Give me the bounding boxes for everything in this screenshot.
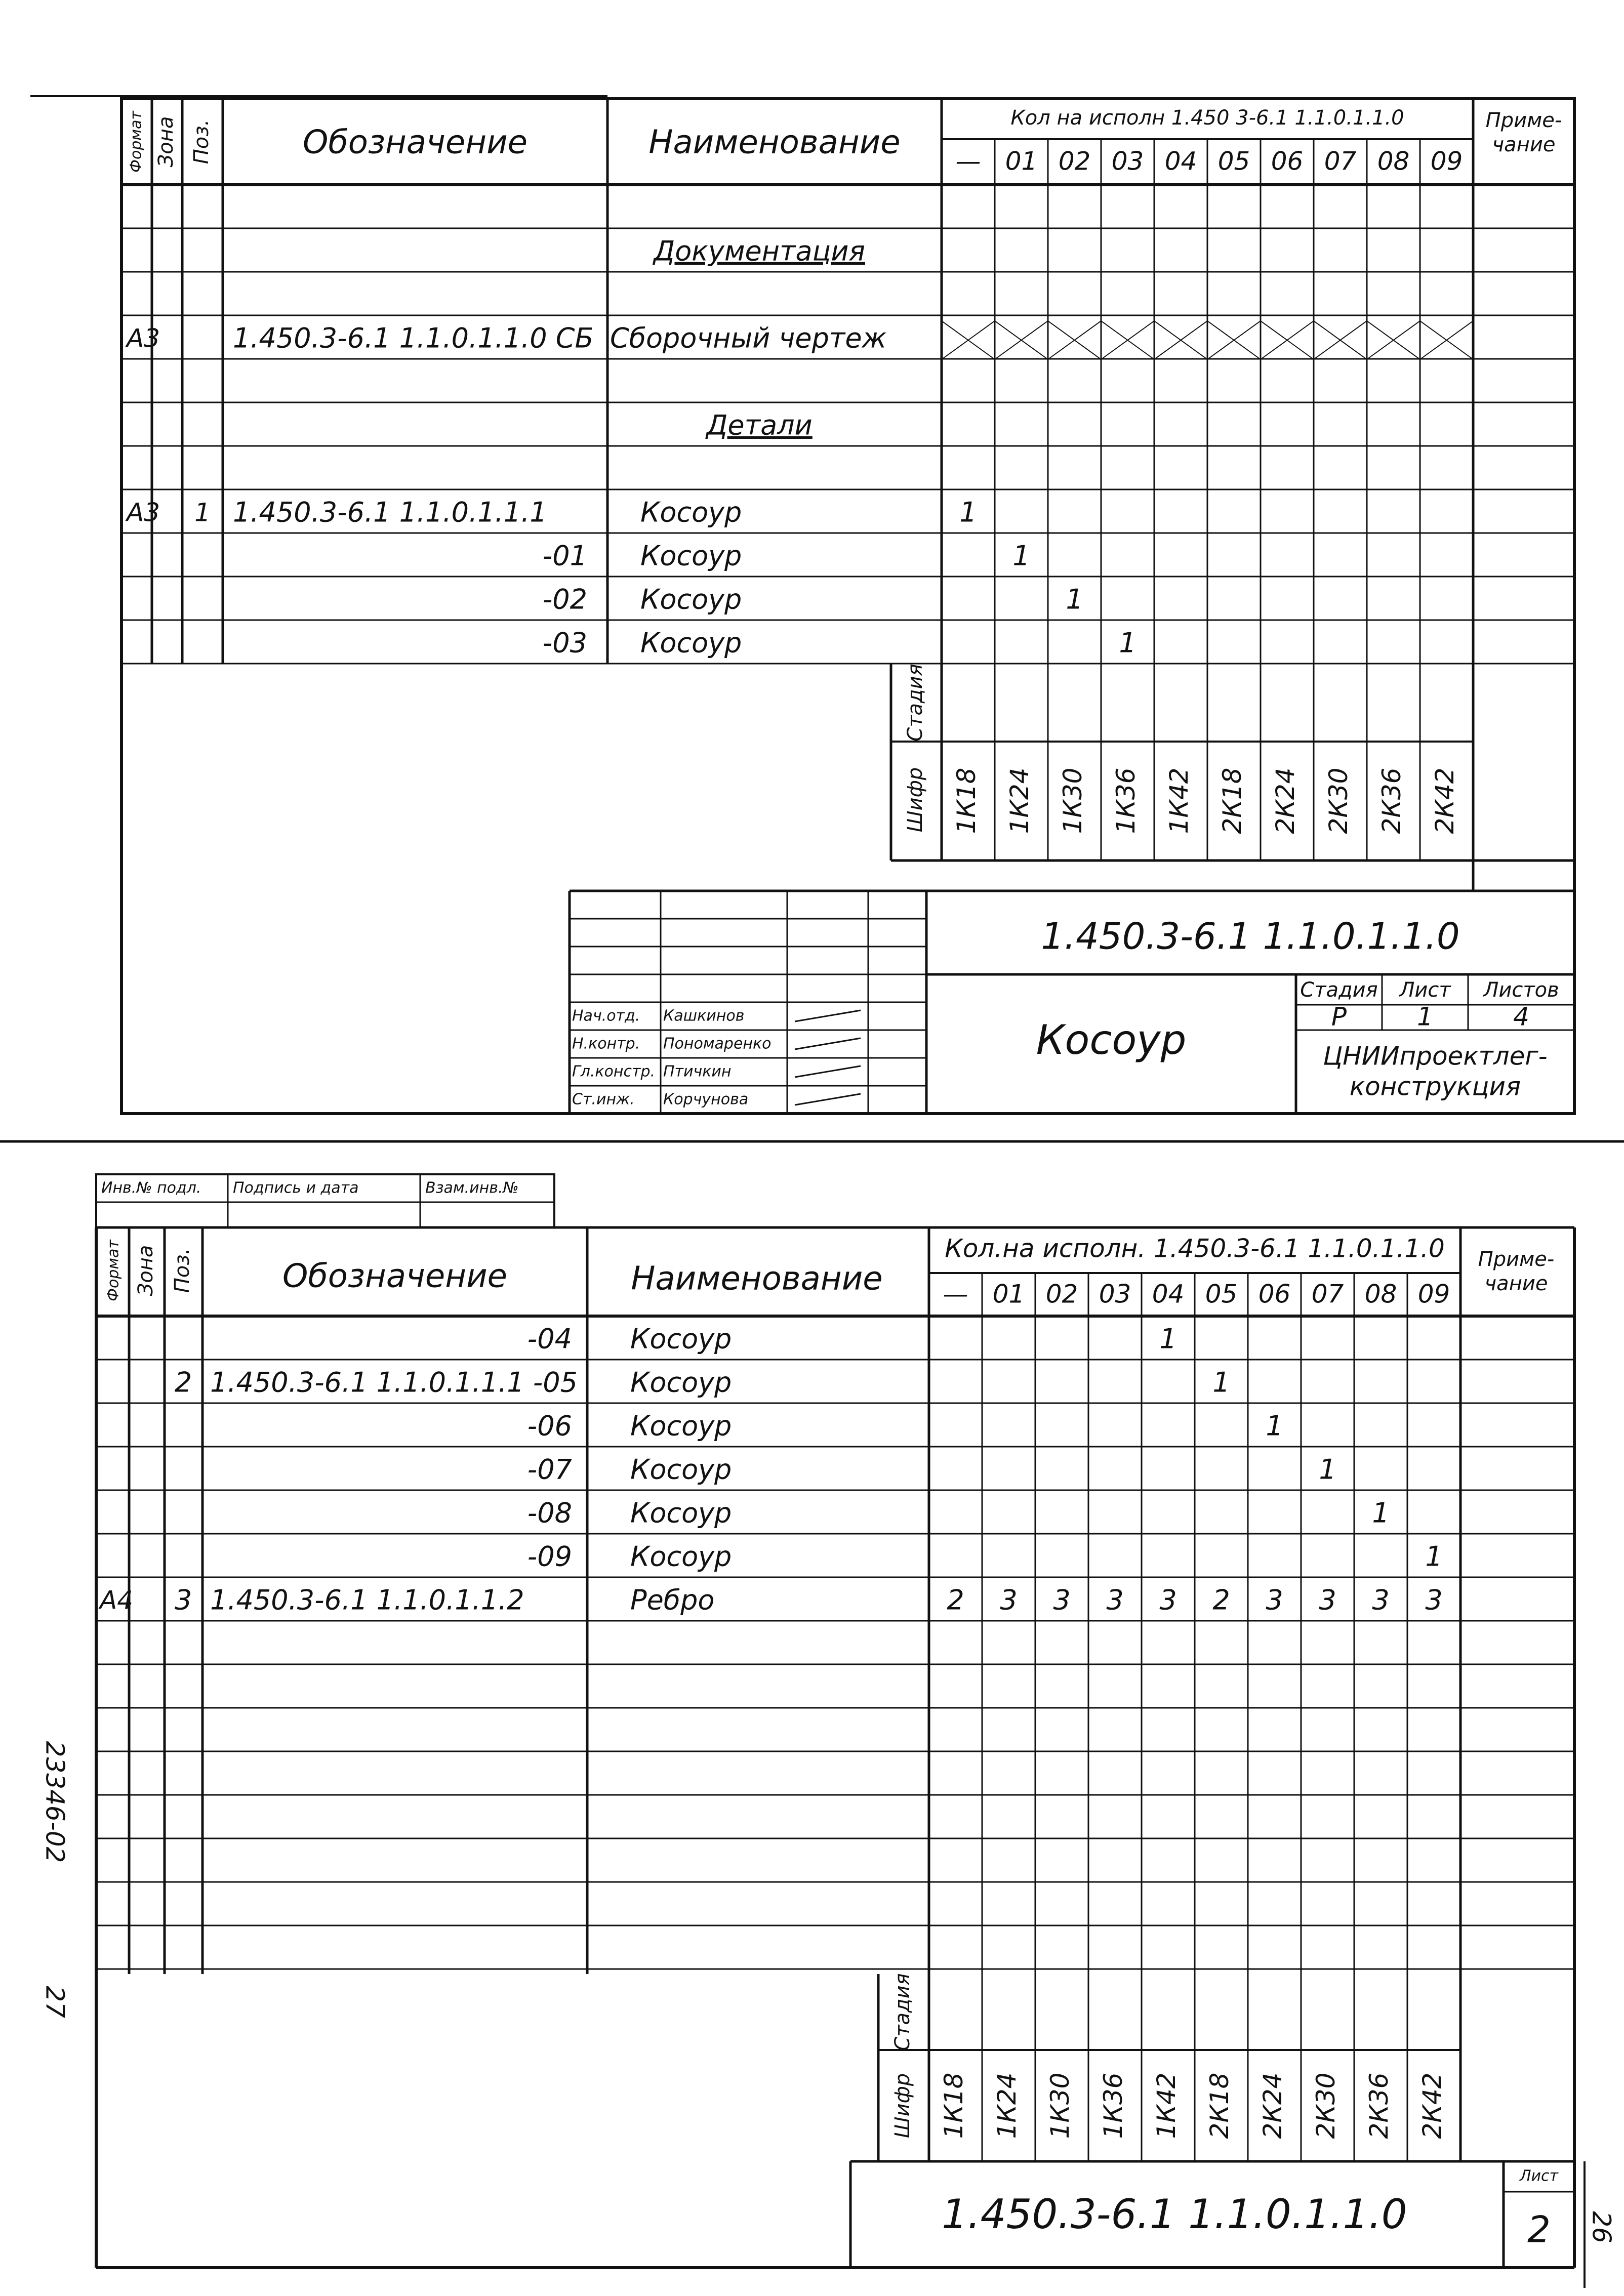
cipher-code: 1К24 (992, 2072, 1022, 2139)
note-header: чание (1484, 1272, 1548, 1295)
zone-header: Зона (154, 116, 178, 168)
cipher-code: 2К24 (1258, 2072, 1287, 2139)
exec-col-header: 06 (1271, 146, 1304, 176)
cipher-code: 2К42 (1430, 767, 1459, 834)
stage-hdr: Стадия (1300, 978, 1378, 1002)
qty-cell: 1 (1212, 1366, 1230, 1399)
note-header: чание (1492, 133, 1556, 156)
name-header: Наименование (648, 124, 901, 161)
signer-name: Кашкинов (663, 1007, 745, 1025)
qty-cell: 3 (1000, 1584, 1018, 1616)
exec-col-header: 01 (992, 1279, 1025, 1309)
qty-cell: 3 (1106, 1584, 1124, 1616)
cipher-code: 1К30 (1045, 2072, 1075, 2139)
cipher-code: 2К30 (1311, 2072, 1341, 2139)
qty-cell: 3 (1266, 1584, 1283, 1616)
row-designation: -01 (542, 540, 587, 572)
stage-label: Стадия (891, 1973, 914, 2051)
qty-cell: 1 (959, 496, 977, 528)
table-text-layer (40, 106, 1616, 2251)
archive-header-inv: Инв.№ подл. (101, 1179, 201, 1197)
exec-col-header: 05 (1205, 1279, 1238, 1309)
qty-cell: 1 (1119, 627, 1136, 659)
cipher-code: 2К30 (1324, 767, 1353, 834)
drawing-title: Косоур (1036, 1016, 1187, 1063)
designation-header: Обозначение (302, 124, 528, 161)
row-name: Ребро (630, 1584, 715, 1616)
exec-col-header: 02 (1058, 146, 1091, 176)
cipher-code: 1К30 (1058, 767, 1087, 834)
row-name: Косоур (630, 1453, 732, 1486)
signer-role: Гл.констр. (572, 1062, 656, 1081)
cipher-label: Шифр (891, 2073, 914, 2139)
cipher-code: 1К18 (939, 2072, 968, 2139)
row-name: Косоур (640, 496, 742, 528)
format-header: Формат (104, 1240, 123, 1301)
row-designation: -06 (527, 1410, 572, 1442)
doc-number: 1.450.3-6.1 1.1.0.1.1.0 (1041, 915, 1460, 958)
exec-col-header: 06 (1258, 1279, 1291, 1309)
signature-mark (795, 1094, 861, 1105)
qty-cell: 3 (1372, 1584, 1390, 1616)
row-name: Косоур (640, 540, 742, 572)
qty-cell: 3 (1319, 1584, 1336, 1616)
qty-cell: 1 (1266, 1410, 1283, 1442)
sheet-hdr: Лист (1399, 978, 1451, 1002)
exec-col-header: 07 (1324, 146, 1357, 176)
cipher-code: 2К24 (1271, 767, 1300, 834)
signature-mark (795, 1066, 861, 1077)
exec-col-header: 04 (1152, 1279, 1185, 1309)
signature-mark (795, 1010, 861, 1021)
organization: ЦНИИпроектлег- (1323, 1041, 1548, 1071)
qty-cell: 1 (1319, 1453, 1336, 1486)
qty-cell: 3 (1425, 1584, 1443, 1616)
row-name: Косоур (630, 1540, 732, 1573)
margin-stamp: 23346-02 (40, 1741, 70, 1863)
cipher-code: 1К42 (1152, 2072, 1181, 2139)
format-header: Формат (127, 111, 145, 173)
note-header: Приме- (1485, 109, 1562, 132)
signer-role: Ст.инж. (572, 1090, 635, 1109)
sheets-value: 4 (1513, 1002, 1529, 1032)
qty-cell: 1 (1372, 1497, 1390, 1529)
row-format: А3 (127, 498, 160, 527)
exec-col-header: 08 (1377, 146, 1410, 176)
sheet-number: 2 (1527, 2208, 1551, 2251)
name-header: Наименование (631, 1260, 883, 1298)
exec-col-header: 03 (1099, 1279, 1131, 1309)
row-name: Косоур (630, 1323, 732, 1355)
exec-col-header: 03 (1111, 146, 1144, 176)
cipher-code: 2К36 (1364, 2072, 1394, 2139)
signer-name: Птичкин (663, 1062, 732, 1081)
signer-role: Н.контр. (572, 1035, 640, 1053)
cipher-code: 1К24 (1005, 767, 1034, 834)
exec-col-header: 09 (1417, 1279, 1450, 1309)
exec-col-header: 02 (1045, 1279, 1078, 1309)
archive-header-sign: Подпись и дата (233, 1179, 359, 1197)
row-designation: 1.450.3-6.1 1.1.0.1.1.1 -05 (210, 1366, 578, 1399)
archive-header-replace: Взам.инв.№ (425, 1179, 519, 1197)
signer-role: Нач.отд. (572, 1007, 640, 1025)
qty-cell: 2 (947, 1584, 964, 1616)
qty-cell: 3 (1053, 1584, 1071, 1616)
row-designation: 1.450.3-6.1 1.1.0.1.1.2 (210, 1584, 524, 1616)
row-designation: 1.450.3-6.1 1.1.0.1.1.1 (233, 496, 547, 528)
signer-name: Корчунова (663, 1090, 749, 1109)
exec-col-header: 05 (1217, 146, 1250, 176)
exec-col-header: 09 (1430, 146, 1463, 176)
cipher-label: Шифр (904, 767, 927, 833)
stage-label: Стадия (904, 664, 927, 742)
cipher-code: 2К42 (1417, 2072, 1447, 2139)
section-title: Документация (654, 235, 865, 267)
qty-cell: 1 (1012, 540, 1030, 572)
sheets-hdr: Листов (1483, 978, 1559, 1002)
row-designation: -09 (527, 1540, 572, 1573)
qty-cell: 3 (1159, 1584, 1177, 1616)
exec-col-header: — (943, 1279, 968, 1309)
cipher-code: 1К36 (1111, 767, 1141, 834)
row-pos: 3 (174, 1584, 192, 1616)
qty-header: Кол.на исполн. 1.450.3-6.1 1.1.0.1.1.0 (945, 1234, 1445, 1263)
row-designation: -04 (527, 1323, 572, 1355)
row-designation: -08 (527, 1497, 572, 1529)
row-pos: 2 (174, 1366, 192, 1399)
qty-header: Кол на исполн 1.450 3-6.1 1.1.0.1.1.0 (1010, 106, 1404, 130)
qty-cell: 1 (1425, 1540, 1443, 1573)
row-name: Косоур (640, 583, 742, 616)
row-name: Косоур (630, 1366, 732, 1399)
qty-cell: 1 (1066, 583, 1083, 616)
sheet-value: 1 (1417, 1002, 1433, 1032)
row-format: А4 (100, 1585, 134, 1615)
margin-page: 27 (40, 1986, 70, 2018)
cipher-code: 2К36 (1377, 767, 1406, 834)
exec-col-header: 07 (1311, 1279, 1344, 1309)
pos-header: Поз. (171, 1248, 194, 1293)
cipher-code: 2К18 (1205, 2072, 1234, 2139)
section-title: Детали (706, 409, 813, 441)
row-name: Косоур (640, 627, 742, 659)
exec-col-header: 01 (1005, 146, 1038, 176)
zone-header: Зона (134, 1245, 157, 1296)
sheet-label: Лист (1519, 2167, 1559, 2185)
row-pos: 1 (194, 498, 211, 527)
row-designation: -07 (527, 1453, 572, 1486)
row-name: Косоур (630, 1497, 732, 1529)
row-name: Сборочный чертеж (610, 322, 887, 354)
cipher-code: 2К18 (1217, 767, 1247, 834)
row-designation: -03 (542, 627, 587, 659)
qty-cell: 2 (1212, 1584, 1230, 1616)
exec-col-header: 04 (1164, 146, 1197, 176)
signature-mark (795, 1038, 861, 1049)
row-name: Косоур (630, 1410, 732, 1442)
exec-col-header: — (955, 146, 981, 176)
row-designation: 1.450.3-6.1 1.1.0.1.1.0 СБ (233, 322, 594, 354)
cipher-code: 1К42 (1164, 767, 1194, 834)
corner-page: 26 (1587, 2211, 1616, 2243)
signer-name: Пономаренко (663, 1035, 772, 1053)
designation-header: Обозначение (282, 1257, 508, 1295)
note-header: Приме- (1478, 1248, 1555, 1271)
exec-col-header: 08 (1364, 1279, 1397, 1309)
cipher-code: 1К18 (952, 767, 981, 834)
pos-header: Поз. (190, 119, 213, 165)
qty-cell: 1 (1159, 1323, 1177, 1355)
cipher-code: 1К36 (1099, 2072, 1128, 2139)
stage-value: Р (1331, 1002, 1347, 1032)
organization: конструкция (1349, 1072, 1521, 1101)
doc-number: 1.450.3-6.1 1.1.0.1.1.0 (942, 2190, 1407, 2238)
row-designation: -02 (542, 583, 587, 616)
row-format: А3 (127, 323, 160, 353)
